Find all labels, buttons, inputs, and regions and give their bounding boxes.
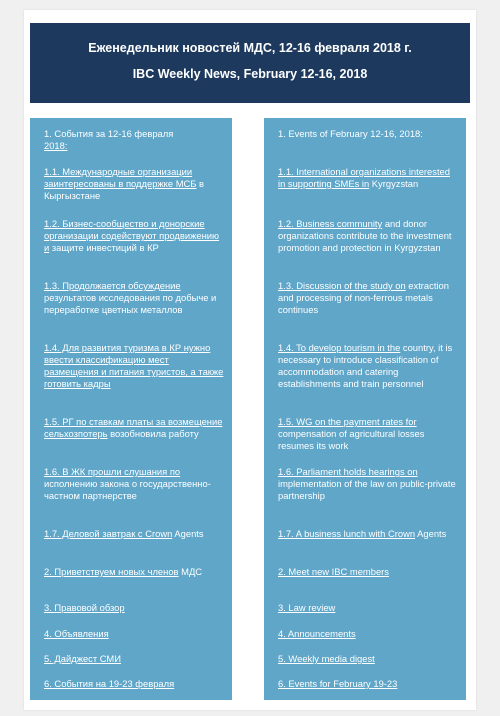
toc-item-en-4 [278, 628, 458, 640]
toc-item-ru-1-1: 1.1. Международные организации заинтересованы в поддержке МСБ в Кыргызстане [44, 166, 205, 201]
toc-item-en-5 [278, 653, 458, 665]
toc-link[interactable]: 1.6. В ЖК прошли слушания по [44, 466, 181, 477]
toc-link[interactable]: 1.3. Продолжается обсуждение [44, 280, 181, 291]
toc-item-en-3 [278, 602, 458, 614]
toc-column-ru [30, 118, 232, 700]
toc-item-ru-1-2: 1.2. Бизнес-сообщество и донорские организации содействуют продвижению и защите инвестиций в КР [44, 218, 220, 253]
toc-link[interactable]: 1.4. To develop tourism in the [278, 342, 401, 353]
toc-link[interactable]: 4. Объявления [44, 628, 109, 639]
toc-item-ru-3 [44, 602, 224, 614]
toc-link[interactable]: 2. Приветствуем новых членов [44, 566, 179, 577]
toc-item-ru-1-3: 1.3. Продолжается обсуждение результатов исследования по добыче и переработке цветных металлов [44, 280, 217, 315]
toc-link[interactable]: 1.1. International organizations interested in supporting SMEs in [278, 166, 450, 189]
toc-item-ru-1-5: 1.5. РГ по ставкам платы за возмещение сельхозпотерь возобновила работу [44, 416, 223, 439]
toc-item-en-1-2: 1.2. Business community and donor organizations contribute to the investment promotion and protection in Kyrgyzstan [278, 218, 452, 253]
toc-item-ru-4 [44, 628, 224, 640]
toc-link[interactable]: 1.2. Business community [278, 218, 383, 229]
toc-item-en-1-5: 1.5. WG on the payment rates for compensation of agricultural losses resumes its work [278, 416, 425, 451]
toc-link[interactable]: 1.2. Бизнес-сообщество и донорские организации содействуют продвижению и [44, 218, 220, 253]
newsletter-header [30, 23, 470, 103]
toc-item-en-1-1: 1.1. International organizations interested in supporting SMEs in Kyrgyzstan [278, 166, 450, 189]
toc-item-ru-1-7: 1.7. Деловой завтрак с Crown Agents [44, 528, 204, 539]
toc-link[interactable]: 2. Meet new IBC members [278, 566, 389, 577]
toc-item-ru-2: 2. Приветствуем новых членов МДС [44, 566, 203, 577]
toc-item-ru-1-6: 1.6. В ЖК прошли слушания по исполнению закона о государственно-частном партнерстве [44, 466, 211, 501]
toc-item-en-2 [278, 566, 458, 578]
toc-link[interactable]: 1.3. Discussion of the study on [278, 280, 406, 291]
toc-item-ru-6 [44, 678, 224, 690]
toc-link[interactable]: 5. Weekly media digest [278, 653, 375, 664]
toc-link[interactable]: 3. Правовой обзор [44, 602, 125, 613]
header-title-ru: Еженедельник новостей МДС, 12-16 февраля 2018 г. [88, 41, 412, 55]
toc-link[interactable]: 1.6. Parliament holds hearings on [278, 466, 418, 477]
toc-item-en-1-3: 1.3. Discussion of the study on extraction and processing of non-ferrous metals continues [278, 280, 449, 315]
header-title-en: IBC Weekly News, February 12-16, 2018 [132, 67, 368, 81]
toc-link[interactable]: 1.5. РГ по ставкам платы за возмещение сельхозпотерь [44, 416, 223, 439]
toc-item-en-1-6: 1.6. Parliament holds hearings on implementation of the law on public-private partnership [278, 466, 456, 501]
toc-heading-ru: 1. События за 12-16 февраля 2018: [44, 128, 174, 151]
toc-item-ru-5 [44, 653, 224, 665]
toc-link[interactable]: 6. Events for February 19-23 [278, 678, 398, 689]
toc-link[interactable]: 1.4. Для развития туризма в КР нужно ввести классификацию мест размещения и питания туристов, а также готовить кадры [44, 342, 224, 389]
toc-link[interactable]: 1.1. Международные организации заинтересованы в поддержке МСБ [44, 166, 197, 189]
toc-link[interactable]: 1.5. WG on the payment rates for [278, 416, 417, 427]
toc-link[interactable]: 5. Дайджест СМИ [44, 653, 121, 664]
toc-item-en-6 [278, 678, 458, 690]
toc-item-en-1-7: 1.7. A business lunch with Crown Agents [278, 528, 447, 539]
toc-link[interactable]: 1.7. Деловой завтрак с Crown [44, 528, 173, 539]
toc-link[interactable]: 3. Law review [278, 602, 336, 613]
toc-link[interactable]: 1.7. A business lunch with Crown [278, 528, 416, 539]
toc-heading-en: 1. Events of February 12-16, 2018: [278, 128, 423, 139]
toc-item-ru-1-4 [44, 342, 224, 390]
toc-link[interactable]: 6. События на 19-23 февраля [44, 678, 175, 689]
toc-link[interactable]: 4. Announcements [278, 628, 356, 639]
toc-column-en [264, 118, 466, 700]
toc-item-en-1-4: 1.4. To develop tourism in the country, it is necessary to introduce classification of accommodation and catering establishments and train personnel [278, 342, 453, 389]
